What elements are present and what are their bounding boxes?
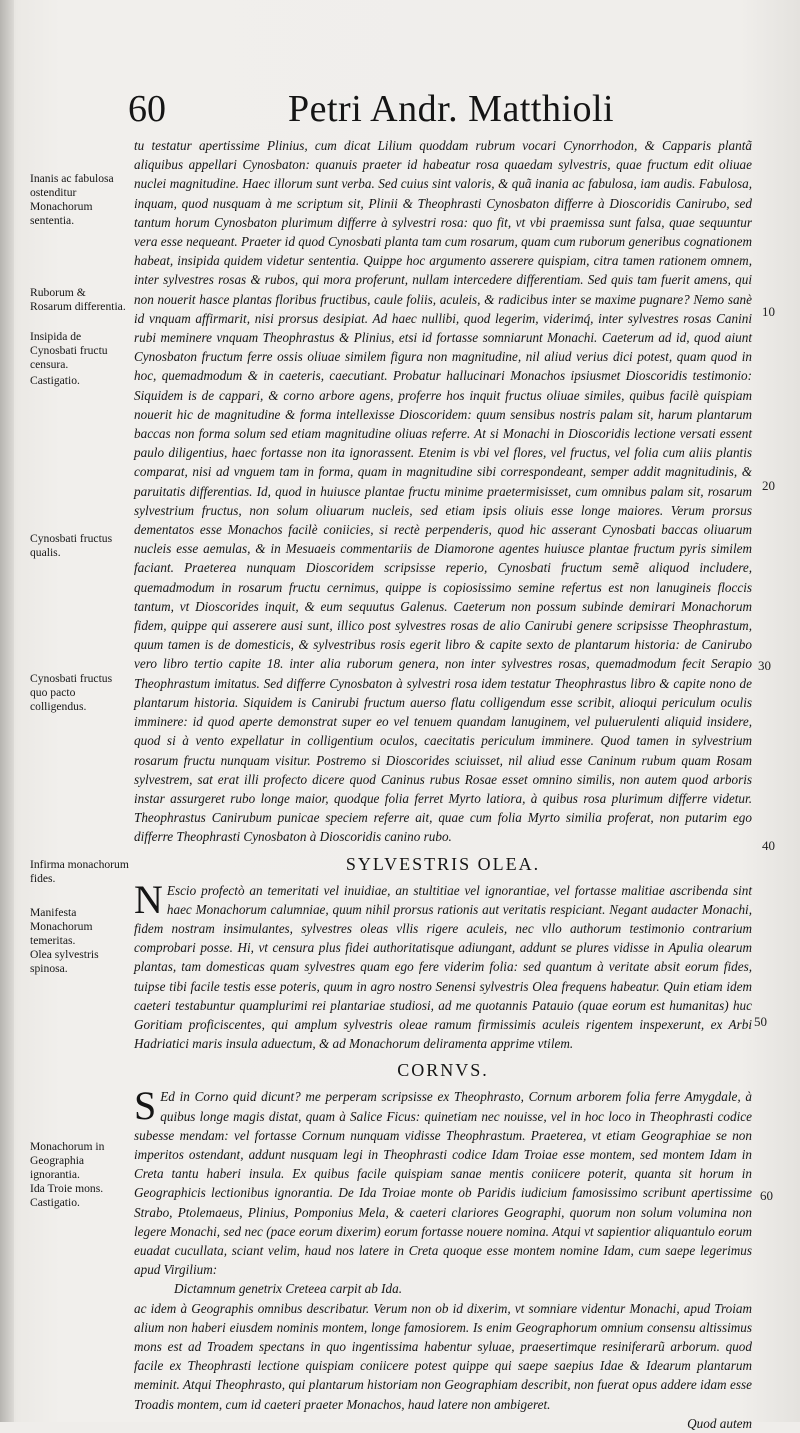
margin-note: Infirma monachorum fides. [30,858,129,885]
verse-quote: Dictamnum genetrix Creteea carpit ab Ida. [174,1281,403,1297]
paragraph: tu testatur apertissime Plinius, cum dicat Lilium quoddam rubrum vocari Cynorrhodon, & Capparis plantã aliquibus appellari Cynosbaton: quanuis praeter id habeatur rosa quaedam sylvestris, quae fructum edit oliuae nuclei magnitudine. Haec illorum sunt verba. Sed cuius sint valoris, & quã inania ac fabulosa, iam audis. Fabulosa, inquam, quod nusquam à me scriptum sit, Plinii & Theophrasti Cynosbaton differre à Dioscoridis Canirubo, sed tantum horum Cynosbaton plurimum differre à sylvestri rosa: quo fit, vt vbi praemissa sunt falsa, quae sequuntur vera esse nequeant. Praeter id quod Cynosbati planta tam cum rosarum, quam cum ruborum generibus cognationem habeat, insipida quidem videtur sententia. Quippe hoc argumento asserere quispiam, citra tamen rationem omnem, inter sylvestres rosas & rubos, qui mora proferunt, nullam intercedere differentiam. Sed quis tam fuerit amens, qui non nouerit hasce plantas floribus fructibus, caule foliis, aculeis, & radicibus inter se maxime pugnare? Nemo sanè id vnquam affirmarit, nisi prorsus desipiat. Ad haec nullibi, quod legerim, viderimq́, inter sylvestres rosas Canini rubi meminere vnquam Theophrastus & Plinius, etsi id fortasse somniarunt Monachi. Caeterum ad id, quod aiunt Cynosbaton fructum ferre ossis oliuae similem figura non magnitudine, nil aliud verius dici potest, quam quod in hoc, quemadmodum & in caeteris, caecutiant. Probatur hallucinari Monachos ipsiusmet Dioscoridis testimonio: Siquidem is de cappari, & corno arbore agens, proferre hos inquit fructus oliuae similes, quibus facilè quispiam nouerit hic de magnitudine & forma intellexisse Dioscoridem: quum sensibus nostris palam sit, harum plantarum baccas non forma solum sed etiam magnitudine oliuas referre. At si Monachi in Dioscoridis lectione versati essent paulo diligentius, haec fortasse non ita ignorassent. Etenim is vbi vel flores, vel fructus, vel folia cum aliis plantis comparat, nisi ad vnguem tam in forma, quam in magnitudine sibi correspondeant, semper addit magnitudinis, & paruitatis differentias. Id, quod in huiusce plantae fructu minime praetermisisset, cum omnibus palam sit, rosarum sylvestrium fructus, non solum oliuarum nucleis, sed etiam ipsis oliuis esse longe maiores. Verum prorsus dementatos esse Monachos facilè coniicies, si rectè perpenderis, quod hic asserant Cynosbati baccas oliuarum nucleis esse aemulas, & in Mesuaeis commentariis de Diamorone agentes huiusce plantae fructum pyris similem faciant. Praeterea nunquam Dioscoridem scripsisse reperio, Cynosbati fructum semẽ aliquod includere, quemadmodum in rosarum fructu cernimus, quippe is copiosissimo semine refertus est non lanugineis floccis tantum, vt Dioscorides inquit, & eum sequutus Galenus. Caeterum non possum subinde demirari Monachorum fidem, quippe qui asserere ausi sunt, illico post sylvestres rosas de alio Canirubi genere scripsisse Theophrastum, quum tamen is de domesticis, & sylvestribus rosis egerit libro & capite sexto de plantarum historia: de Canirubo vero libro tertio capite 18. inter alia ruborum genera, non inter sylvestres rosas, quemadmodum fecit Serapio Theophrastum imitatus. Sed differre Cynosbaton à sylvestri rosa idem testatur Theophrastus libro & capite nono de plantarum historia. Siquidem is Canirubi fructum auerso flatu colligendum esse scribit, alioqui periculum oculis imminere: id quod aperte demonstrat super eo vel tenuem quandam lanuginem, vel puluerulenti aliquid insidere, quod si à vento expellatur in colligentium oculos, caecitatis periculum imminere. Quod tamen in sylvestrium rosarum fructu nunquam visitur. Postremo si Dioscorides sciuisset, nil aliud esse Caninum rubum quam Rosam sylvestrem, sat erat illi profecto dicere quod Caninus rubus Rosae esset omnino similis, non autem quod arboris instar assurgeret rubo longe maior, quodque folia ferret Myrto latiora, à quibus rosa plurimum differre videtur. Theophrastus Canirubum punicae speciem referre ait, quae cum folia Myrto similia proferat, non putarim ego differre Theophrasti Cynosbaton à Dioscoridis canino rubo. [134,138,752,845]
margin-note: Ruborum & Rosarum differentia. [30,286,126,313]
page-gutter-shadow [0,0,14,1422]
margin-note: Castigatio. [30,374,80,387]
catchword: Quod autem [687,1415,752,1431]
paragraph [134,876,752,1054]
margin-note: Ida Troie mons. [30,1182,104,1195]
page-header [128,86,748,136]
drop-cap: N [134,876,163,922]
paragraph-text: Escio profectò an temeritati vel inuidiae, an stultitiae vel ignorantiae, vel fortasse malitiae ascribenda sint haec Monachorum calumniae, quum nihil prorsus rationis aut veritatis respiciant. Negant audacter Monachi, fidem nostram insimulantes, sylvestres oleas vllis rigere aculeis, nec vllo authorum testimonio contrarium comprobari posse. Hi, vt censura plus fidei authoritatisque adiungant, addunt se plures vidisse in Apulia olearum plantas, tam domesticas quam sylvestres quam ego fere viderim folia: sed quantum à veritate absit eorum fides, tuipse tibi facile testis esse poteris, quum in agro nostro Senensi sylvestris Olea frequens habeatur. Quin etiam idem caeteri testabuntur quamplurimi rei plantariae studiosi, ad me quotannis Patauio (quae eorum est humanitas) huc Goritiam proficiscentes, qui amplum sylvestris oleae ramum firmissimis aculeis rigentem inspexerunt, ex Arbi Hadriatici maris insula aduectum, & ad Monachorum deliramenta apprime vtilem. [134,882,752,1052]
margin-note: Cynosbati fructus qualis. [30,532,113,559]
paragraph: ac idem à Geographis omnibus describatur. Verum non ob id dixerim, vt somniare videntur Monachi, apud Troiam alium non haberi eiusdem nominis montem, longe famosiorem. Is enim Geographorum omnium consensu altissimus mons est ad Troadem spectans in quo ingentissima habentur syluae, praesertimque resiniferarũ arborum. quod facile ex Theophrasti lectione quispiam coniicere potest quippe qui saepe saepius Idae & Idearum plantarum meminit. Atqui Theophrasto, qui plantarum historiam non Geographiam describit, non fuerat opus addere idam esse Troadis montem, cum id caeteri praeter Monachos, haud latere non ambigeret. [134,1300,752,1412]
page-number: 60 [128,88,166,130]
margin-note: Insipida de Cynosbati fructu censura. [30,330,108,371]
drop-cap: S [134,1083,157,1129]
paragraph-text: Ed in Corno quid dicunt? me perperam scripsisse ex Theophrasto, Cornum arborem folia ferre Amygdale, à quibus longe magis distat, quam à Salice Ficus: quinetiam nec nouisse, vel in hoc loco in Theophrasti codice subesse mendam: vel fortasse Cornum nunquam vidisse Theophrastum. Praeterea, vt etiam Geographiae se non imperitos ostendant, addunt nusquam legi in Theophrasti codice Idam Troiae esse montem, sed montem Idam in Creta tantu haberi insula. Ex quibus facile quispiam sanae mentis coniicere poterit, quanta sit horum in Geographicis lectionibus ignorantia. De Ida Troiae monte ob Paridis iudicium famosissimo scribunt apertissime Strabo, Ptolemaeus, Plinius, Pomponius Mela, & caeteri clariores Geographi, quorum non solum volumina non legere Monachi, sed nec (pace eorum dixerim) eorum fortasse nouere nomina. Atqui vt sapientior aliquantulo eorum euadat cucullata, sciant velim, haud nos latere in Creta quoque esse montem nomine Idam, cum saepe legerimus apud Virgilium: [134,1089,752,1278]
margin-note: Monachorum in Geographia ignorantia. [30,1140,105,1181]
line-number: 50 [754,1014,767,1029]
line-number: 30 [758,658,771,673]
line-number: 10 [762,304,775,319]
margin-note: Castigatio. [30,1196,80,1209]
margin-note: Cynosbati fructus quo pacto colligendus. [30,672,113,713]
main-text [134,136,752,1433]
line-number: 20 [762,478,775,493]
paragraph [134,1083,752,1279]
line-number: 40 [762,838,775,853]
section-heading: CORNVS. [397,1060,489,1081]
section-heading: SYLVESTRIS OLEA. [345,853,541,874]
margin-note: Inanis ac fabulosa ostenditur Monachorum sententia. [30,172,114,227]
margin-note: Manifesta Monachorum temeritas. [30,906,93,947]
running-title: Petri Andr. Matthioli [288,88,615,130]
margin-note: Olea sylvestris spinosa. [30,948,99,975]
margin-notes [30,0,130,1422]
line-number: 60 [760,1188,773,1203]
